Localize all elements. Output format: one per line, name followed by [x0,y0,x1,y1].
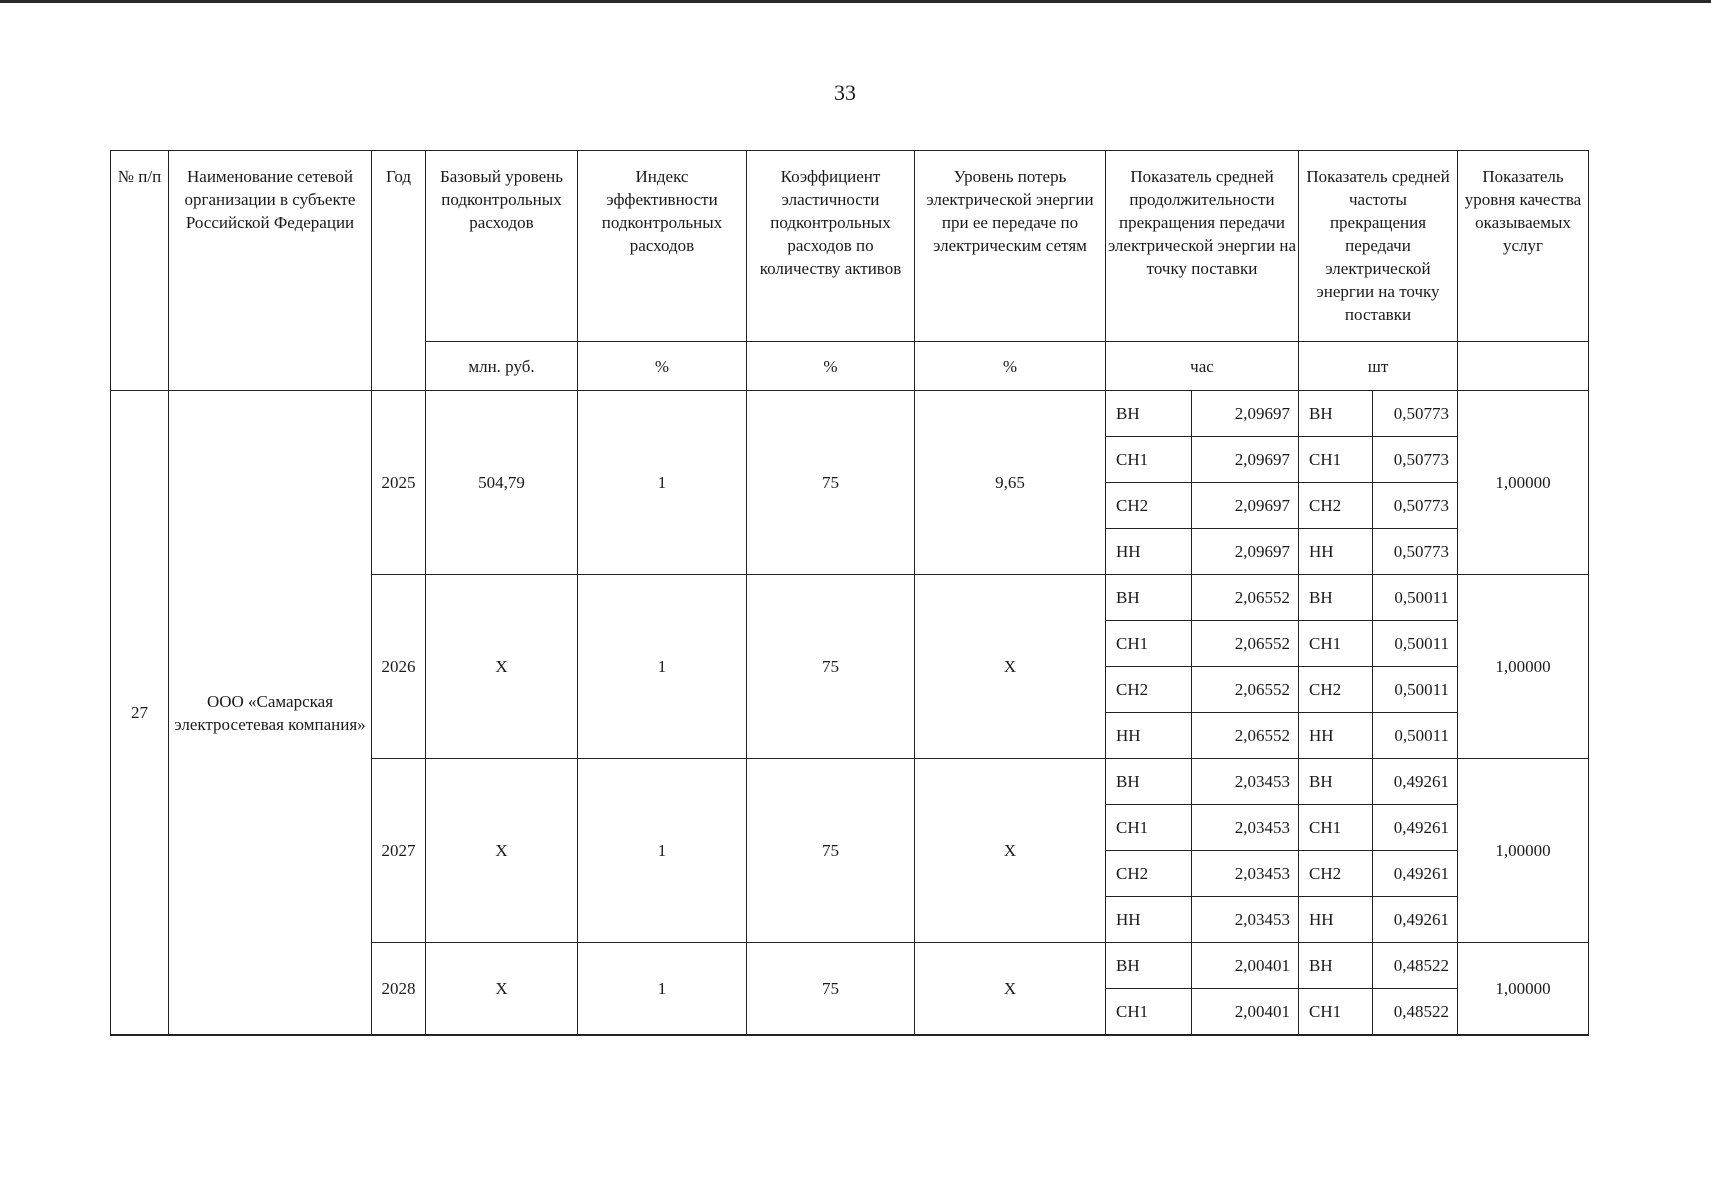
frequency-value: 0,50011 [1373,667,1458,713]
duration-level: СН1 [1106,621,1192,667]
frequency-level: СН1 [1299,989,1373,1036]
frequency-value: 0,50773 [1373,529,1458,575]
duration-value: 2,06552 [1192,713,1299,759]
duration-value: 2,03453 [1192,851,1299,897]
row-number: 27 [111,391,169,1036]
duration-value: 2,09697 [1192,391,1299,437]
duration-level: СН1 [1106,989,1192,1036]
duration-value: 2,06552 [1192,575,1299,621]
frequency-level: НН [1299,897,1373,943]
loss-cell: Х [915,943,1106,1036]
duration-level: НН [1106,897,1192,943]
frequency-value: 0,50011 [1373,621,1458,667]
header-frequency: Показатель средней частоты прекращения передачи электрической энергии на точку поставки [1299,151,1458,342]
base-cell: 504,79 [426,391,578,575]
duration-level: НН [1106,713,1192,759]
duration-value: 2,03453 [1192,805,1299,851]
unit-duration: час [1106,342,1299,391]
frequency-level: СН2 [1299,483,1373,529]
coef-cell: 75 [747,943,915,1036]
header-num: № п/п [111,151,169,391]
coef-cell: 75 [747,575,915,759]
duration-value: 2,09697 [1192,483,1299,529]
header-index: Индекс эффективности подконтрольных расходов [578,151,747,342]
index-cell: 1 [578,575,747,759]
unit-base: млн. руб. [426,342,578,391]
top-rule [0,0,1711,3]
frequency-value: 0,50773 [1373,391,1458,437]
duration-value: 2,00401 [1192,989,1299,1036]
frequency-level: ВН [1299,759,1373,805]
duration-value: 2,00401 [1192,943,1299,989]
frequency-level: СН2 [1299,667,1373,713]
quality-cell: 1,00000 [1458,575,1589,759]
quality-cell: 1,00000 [1458,391,1589,575]
loss-cell: Х [915,759,1106,943]
index-cell: 1 [578,943,747,1036]
table-body [111,391,1589,1036]
unit-coef: % [747,342,915,391]
coef-cell: 75 [747,759,915,943]
duration-value: 2,06552 [1192,621,1299,667]
quality-cell: 1,00000 [1458,759,1589,943]
unit-index: % [578,342,747,391]
duration-level: СН1 [1106,437,1192,483]
frequency-level: ВН [1299,391,1373,437]
frequency-level: ВН [1299,575,1373,621]
base-cell: Х [426,759,578,943]
duration-level: СН2 [1106,667,1192,713]
frequency-value: 0,49261 [1373,851,1458,897]
frequency-level: СН1 [1299,437,1373,483]
header-loss: Уровень потерь электрической энергии при ее передаче по электрическим сетям [915,151,1106,342]
year-cell: 2027 [372,759,426,943]
duration-level: СН1 [1106,805,1192,851]
year-cell: 2026 [372,575,426,759]
frequency-value: 0,48522 [1373,943,1458,989]
frequency-level: СН1 [1299,805,1373,851]
frequency-level: СН2 [1299,851,1373,897]
duration-value: 2,06552 [1192,667,1299,713]
header-org: Наименование сетевой организации в субъекте Российской Федерации [169,151,372,391]
duration-level: НН [1106,529,1192,575]
quality-cell: 1,00000 [1458,943,1589,1036]
frequency-value: 0,50773 [1373,483,1458,529]
unit-frequency: шт [1299,342,1458,391]
index-cell: 1 [578,391,747,575]
frequency-level: ВН [1299,943,1373,989]
header-year: Год [372,151,426,391]
table-row [111,391,1589,437]
duration-value: 2,09697 [1192,529,1299,575]
duration-value: 2,03453 [1192,759,1299,805]
frequency-value: 0,49261 [1373,897,1458,943]
loss-cell: 9,65 [915,391,1106,575]
frequency-value: 0,50011 [1373,713,1458,759]
header-quality: Показатель уровня качества оказываемых услуг [1458,151,1589,342]
index-cell: 1 [578,759,747,943]
duration-level: ВН [1106,759,1192,805]
unit-loss: % [915,342,1106,391]
duration-value: 2,03453 [1192,897,1299,943]
loss-cell: Х [915,575,1106,759]
year-cell: 2028 [372,943,426,1036]
frequency-value: 0,48522 [1373,989,1458,1036]
base-cell: Х [426,575,578,759]
frequency-value: 0,50011 [1373,575,1458,621]
year-cell: 2025 [372,391,426,575]
page-number: 33 [834,80,856,105]
duration-level: ВН [1106,943,1192,989]
header-row [111,151,1589,342]
coef-cell: 75 [747,391,915,575]
duration-level: СН2 [1106,483,1192,529]
frequency-level: НН [1299,529,1373,575]
indicators-table [110,150,1589,1036]
duration-level: ВН [1106,575,1192,621]
organization-name: ООО «Самарская электросетевая компания» [169,391,372,1036]
base-cell: Х [426,943,578,1036]
frequency-level: НН [1299,713,1373,759]
duration-level: ВН [1106,391,1192,437]
frequency-value: 0,50773 [1373,437,1458,483]
header-coef: Коэффициент эластичности подконтрольных расходов по количеству активов [747,151,915,342]
duration-value: 2,09697 [1192,437,1299,483]
frequency-value: 0,49261 [1373,759,1458,805]
header-duration: Показатель средней продолжительности прекращения передачи электрической энергии на точку поставки [1106,151,1299,342]
frequency-value: 0,49261 [1373,805,1458,851]
frequency-level: СН1 [1299,621,1373,667]
header-base: Базовый уровень подконтрольных расходов [426,151,578,342]
unit-quality [1458,342,1589,391]
duration-level: СН2 [1106,851,1192,897]
